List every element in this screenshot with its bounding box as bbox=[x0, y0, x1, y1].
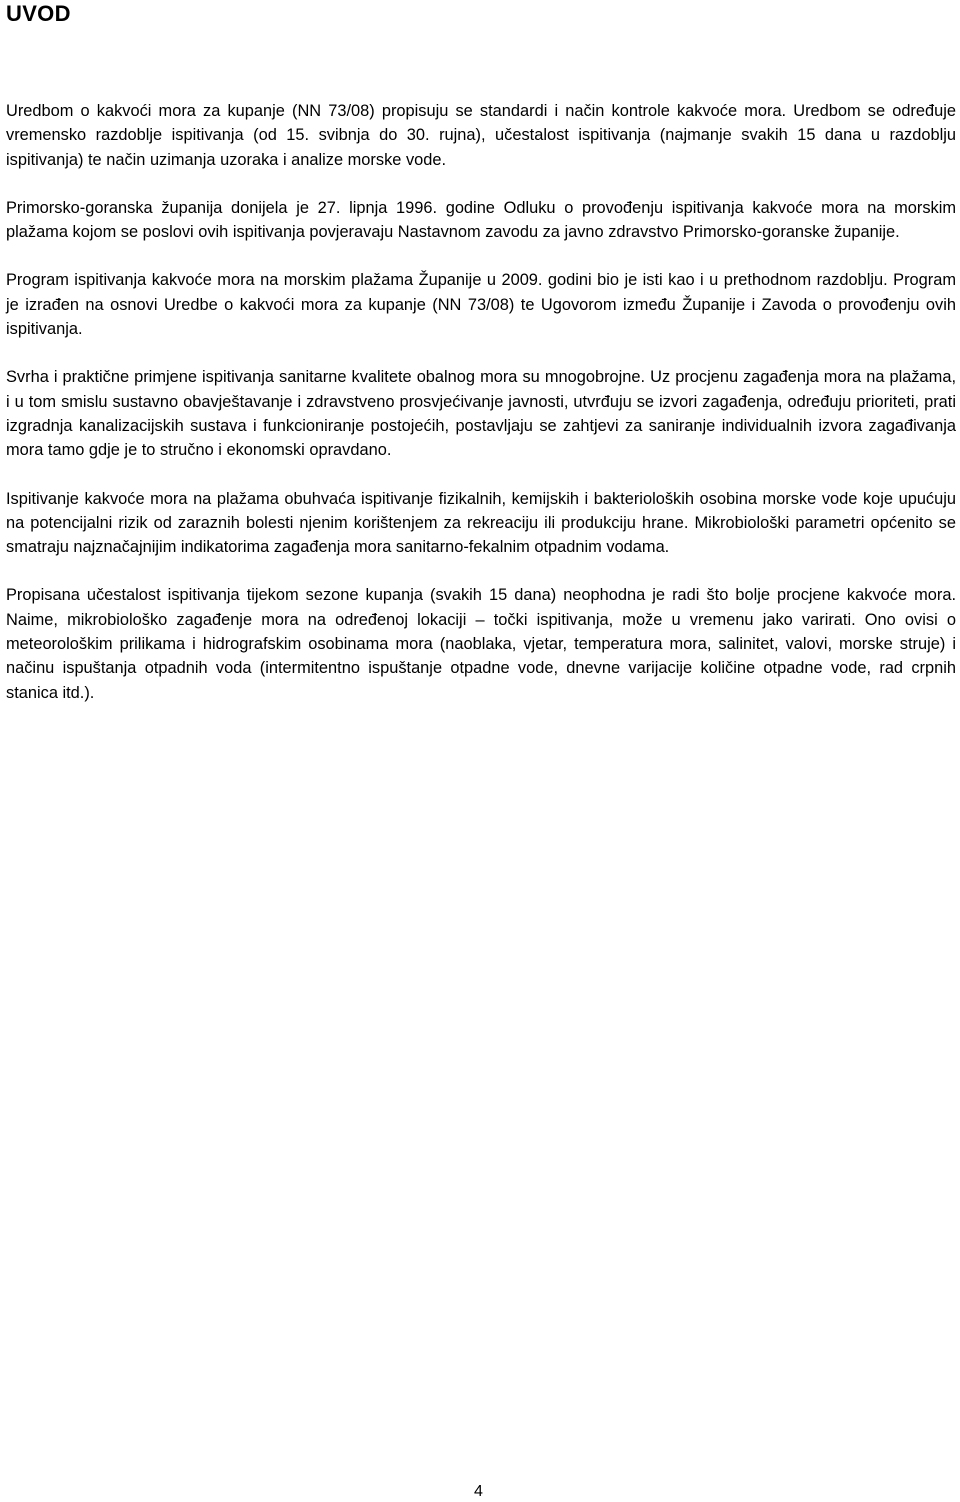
paragraph-odluka: Primorsko-goranska županija donijela je 27. lipnja 1996. godine Odluku o provođenju ispitivanja kakvoće mora na morskim plažama kojom se poslovi ovih ispitivanja povjeravaju Nastavnom zavodu za javno zdravstvo Primorsko-goranske županije. bbox=[6, 198, 956, 242]
page-number: 4 bbox=[474, 1483, 483, 1500]
paragraph-program: Program ispitivanja kakvoće mora na morskim plažama Županije u 2009. godini bio je isti kao i u prethodnom razdoblju. Program je izrađen na osnovi Uredbe o kakvoći mora za kupanje (NN 73/08) te Ugovorom između Županije i Zavoda o provođenju ovih ispitivanja. bbox=[6, 271, 956, 339]
paragraph-ucestalost: Propisana učestalost ispitivanja tijekom sezone kupanja (svakih 15 dana) neophodna je radi što bolje procjene kakvoće mora. Naime, mikrobiološko zagađenje mora na određenoj lokaciji – točki ispitivanja, može u vremenu jako varirati. Ono ovisi o meteorološkim prilikama i hidrografskim osobinama mora (naoblaka, vjetar, temperatura mora, salinitet, valovi, morske struje) i načinu ispuštanja otpadnih voda (intermitentno ispuštanje otpadne vode, dnevne varijacije količine otpadne vode, rad crpnih stanica itd.). bbox=[6, 586, 956, 702]
paragraph-svrha: Svrha i praktične primjene ispitivanja sanitarne kvalitete obalnog mora su mnogobrojne. Uz procjenu zagađenja mora na plažama, i u tom smislu sustavno obavještavanje i zdravstveno prosvjećivanje javnosti, utvrđuju se izvori zagađenja, određuju prioriteti, prati izgradnja kanalizacijskih sustava i funkcioniranje postojećih, postavljaju se zahtjevi za saniranje individualnih izvora zagađivanja mora tamo gdje je to stručno i ekonomski opravdano. bbox=[6, 368, 956, 460]
document-body bbox=[6, 99, 956, 729]
paragraph-ispitivanje: Ispitivanje kakvoće mora na plažama obuhvaća ispitivanje fizikalnih, kemijskih i bakterioloških osobina morske vode koje upućuju na potencijalni rizik od zaraznih bolesti njenim korištenjem za rekreaciju ili produkciju hrane. Mikrobiološki parametri općenito se smatraju najznačajnijim indikatorima zagađenja mora sanitarno-fekalnim otpadnim vodama. bbox=[6, 489, 956, 557]
paragraph-uredba: Uredbom o kakvoći mora za kupanje (NN 73/08) propisuju se standardi i način kontrole kakvoće mora. Uredbom se određuje vremensko razdoblje ispitivanja (od 15. svibnja do 30. rujna), učestalost ispitivanja (najmanje svakih 15 dana u razdoblju ispitivanja) te način uzimanja uzoraka i analize morske vode. bbox=[6, 102, 956, 169]
page-title: UVOD bbox=[6, 1, 71, 26]
